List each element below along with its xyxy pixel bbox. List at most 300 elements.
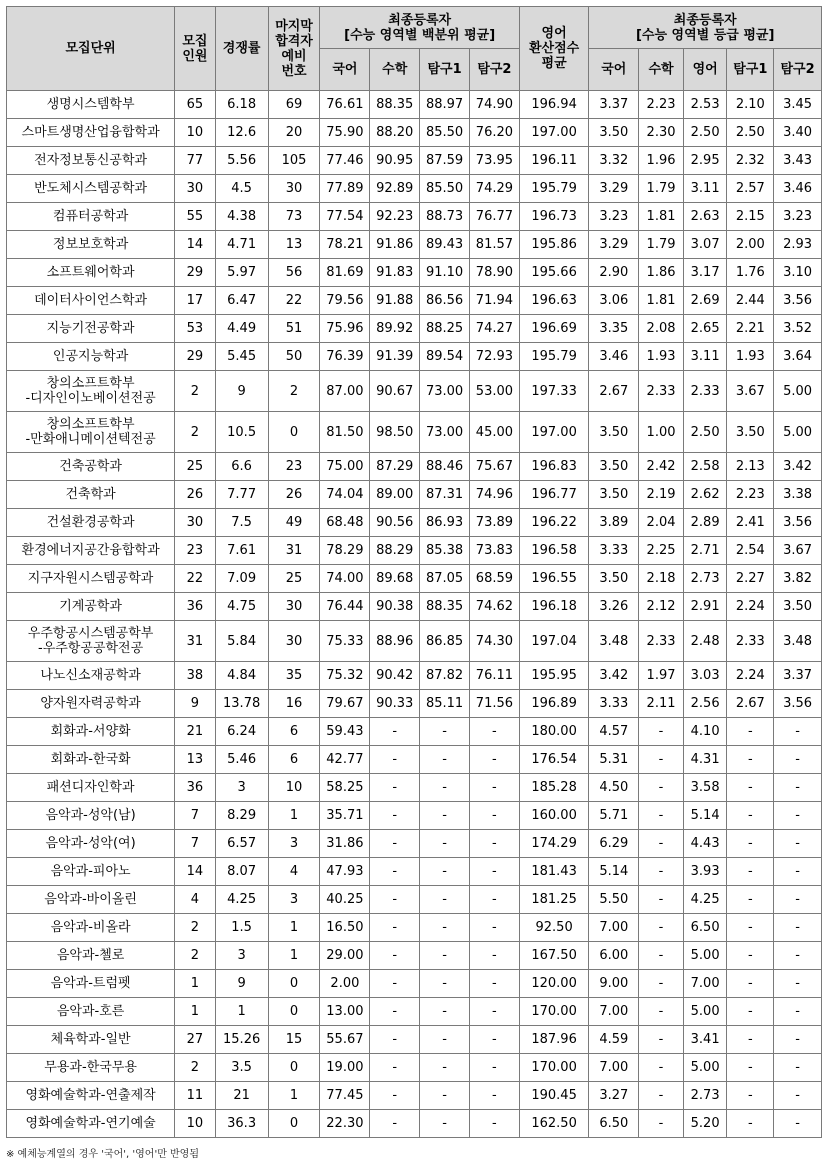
cell-pct-inquiry1: 87.05 bbox=[420, 565, 470, 593]
cell-grade-inquiry2: - bbox=[774, 1026, 822, 1054]
cell-pct-korean: 42.77 bbox=[320, 746, 370, 774]
cell-last-waitlist: 51 bbox=[268, 315, 320, 343]
header-last-waitlist bbox=[268, 7, 320, 91]
cell-last-waitlist: 10 bbox=[268, 774, 320, 802]
cell-grade-inquiry2: 3.56 bbox=[774, 509, 822, 537]
cell-english-score: 196.69 bbox=[519, 315, 589, 343]
cell-english-score: 196.18 bbox=[519, 593, 589, 621]
cell-grade-inquiry1: 1.76 bbox=[727, 259, 774, 287]
cell-quota: 7 bbox=[175, 802, 215, 830]
cell-english-score: 170.00 bbox=[519, 998, 589, 1026]
cell-pct-inquiry1: - bbox=[420, 746, 470, 774]
cell-grade-english: 2.62 bbox=[683, 481, 727, 509]
cell-pct-inquiry1: 85.50 bbox=[420, 119, 470, 147]
header-percentile-group bbox=[320, 7, 519, 49]
cell-pct-math: - bbox=[370, 942, 420, 970]
cell-english-score: 196.89 bbox=[519, 690, 589, 718]
cell-quota: 22 bbox=[175, 565, 215, 593]
cell-grade-math: 2.11 bbox=[639, 690, 684, 718]
cell-grade-korean: 3.27 bbox=[589, 1082, 639, 1110]
cell-quota: 14 bbox=[175, 231, 215, 259]
cell-pct-inquiry1: - bbox=[420, 718, 470, 746]
cell-english-score: 174.29 bbox=[519, 830, 589, 858]
header-english-score-label: 영어 환산점수 평균 bbox=[529, 26, 580, 71]
cell-pct-inquiry2: 81.57 bbox=[469, 231, 519, 259]
cell-grade-inquiry1: 2.21 bbox=[727, 315, 774, 343]
cell-pct-inquiry1: 73.00 bbox=[420, 371, 470, 412]
cell-quota: 30 bbox=[175, 175, 215, 203]
cell-grade-inquiry1: 2.24 bbox=[727, 593, 774, 621]
cell-unit: 음악과-성악(여) bbox=[7, 830, 175, 858]
cell-grade-math: - bbox=[639, 718, 684, 746]
cell-pct-inquiry1: - bbox=[420, 1082, 470, 1110]
cell-pct-math: - bbox=[370, 718, 420, 746]
cell-competition: 5.84 bbox=[215, 621, 268, 662]
cell-grade-korean: 3.33 bbox=[589, 690, 639, 718]
cell-grade-korean: 6.29 bbox=[589, 830, 639, 858]
cell-pct-math: 92.23 bbox=[370, 203, 420, 231]
cell-last-waitlist: 1 bbox=[268, 914, 320, 942]
cell-competition: 4.75 bbox=[215, 593, 268, 621]
table-row bbox=[7, 621, 822, 662]
cell-grade-english: 3.11 bbox=[683, 343, 727, 371]
cell-unit: 패션디자인학과 bbox=[7, 774, 175, 802]
cell-grade-math: 1.96 bbox=[639, 147, 684, 175]
cell-grade-math: - bbox=[639, 1110, 684, 1138]
cell-last-waitlist: 31 bbox=[268, 537, 320, 565]
cell-unit: 음악과-트럼펫 bbox=[7, 970, 175, 998]
cell-pct-math: - bbox=[370, 998, 420, 1026]
cell-pct-inquiry2: 72.93 bbox=[469, 343, 519, 371]
cell-unit: 생명시스템학부 bbox=[7, 91, 175, 119]
cell-grade-inquiry1: - bbox=[727, 1026, 774, 1054]
cell-pct-inquiry1: - bbox=[420, 1110, 470, 1138]
cell-pct-inquiry2: 76.20 bbox=[469, 119, 519, 147]
cell-grade-inquiry2: 3.38 bbox=[774, 481, 822, 509]
cell-competition: 6.24 bbox=[215, 718, 268, 746]
header-pct-inquiry1: 탐구1 bbox=[420, 49, 470, 91]
cell-grade-english: 2.58 bbox=[683, 453, 727, 481]
cell-unit: 나노신소재공학과 bbox=[7, 662, 175, 690]
cell-grade-inquiry2: - bbox=[774, 746, 822, 774]
cell-grade-math: 1.97 bbox=[639, 662, 684, 690]
cell-grade-inquiry2: 3.46 bbox=[774, 175, 822, 203]
cell-last-waitlist: 69 bbox=[268, 91, 320, 119]
cell-last-waitlist: 30 bbox=[268, 175, 320, 203]
cell-grade-inquiry1: 2.44 bbox=[727, 287, 774, 315]
cell-english-score: 196.77 bbox=[519, 481, 589, 509]
cell-grade-math: - bbox=[639, 886, 684, 914]
cell-pct-inquiry1: - bbox=[420, 914, 470, 942]
cell-last-waitlist: 105 bbox=[268, 147, 320, 175]
cell-last-waitlist: 6 bbox=[268, 746, 320, 774]
cell-grade-inquiry1: 2.57 bbox=[727, 175, 774, 203]
cell-pct-inquiry1: 86.93 bbox=[420, 509, 470, 537]
cell-grade-english: 3.58 bbox=[683, 774, 727, 802]
cell-grade-inquiry2: 3.82 bbox=[774, 565, 822, 593]
cell-last-waitlist: 56 bbox=[268, 259, 320, 287]
cell-pct-math: - bbox=[370, 746, 420, 774]
cell-pct-korean: 74.04 bbox=[320, 481, 370, 509]
cell-grade-inquiry1: - bbox=[727, 774, 774, 802]
header-competition bbox=[215, 7, 268, 91]
table-row bbox=[7, 481, 822, 509]
cell-pct-inquiry2: - bbox=[469, 998, 519, 1026]
cell-last-waitlist: 25 bbox=[268, 565, 320, 593]
cell-english-score: 195.66 bbox=[519, 259, 589, 287]
cell-pct-math: 88.20 bbox=[370, 119, 420, 147]
cell-pct-math: 90.38 bbox=[370, 593, 420, 621]
cell-grade-korean: 7.00 bbox=[589, 998, 639, 1026]
cell-grade-english: 5.00 bbox=[683, 942, 727, 970]
header-grade-group bbox=[589, 7, 822, 49]
cell-pct-inquiry2: - bbox=[469, 1026, 519, 1054]
header-english-score bbox=[519, 7, 589, 91]
cell-grade-math: 1.79 bbox=[639, 175, 684, 203]
cell-pct-math: 90.42 bbox=[370, 662, 420, 690]
cell-unit: 영화예술학과-연출제작 bbox=[7, 1082, 175, 1110]
cell-pct-korean: 75.90 bbox=[320, 119, 370, 147]
cell-grade-math: - bbox=[639, 1026, 684, 1054]
cell-last-waitlist: 15 bbox=[268, 1026, 320, 1054]
cell-english-score: 170.00 bbox=[519, 1054, 589, 1082]
cell-pct-inquiry2: - bbox=[469, 858, 519, 886]
cell-pct-korean: 87.00 bbox=[320, 371, 370, 412]
cell-unit: 데이터사이언스학과 bbox=[7, 287, 175, 315]
cell-grade-korean: 3.50 bbox=[589, 565, 639, 593]
cell-grade-math: - bbox=[639, 914, 684, 942]
cell-english-score: 195.79 bbox=[519, 343, 589, 371]
cell-grade-korean: 3.23 bbox=[589, 203, 639, 231]
cell-pct-math: 89.68 bbox=[370, 565, 420, 593]
table-row bbox=[7, 315, 822, 343]
cell-pct-inquiry1: 91.10 bbox=[420, 259, 470, 287]
cell-competition: 15.26 bbox=[215, 1026, 268, 1054]
cell-grade-math: - bbox=[639, 774, 684, 802]
cell-grade-inquiry1: - bbox=[727, 914, 774, 942]
cell-grade-korean: 3.32 bbox=[589, 147, 639, 175]
cell-grade-inquiry1: - bbox=[727, 802, 774, 830]
cell-pct-inquiry1: - bbox=[420, 998, 470, 1026]
cell-competition: 8.07 bbox=[215, 858, 268, 886]
header-grade-korean: 국어 bbox=[589, 49, 639, 91]
cell-grade-english: 5.14 bbox=[683, 802, 727, 830]
cell-grade-math: - bbox=[639, 970, 684, 998]
cell-grade-inquiry1: - bbox=[727, 1082, 774, 1110]
cell-pct-korean: 75.32 bbox=[320, 662, 370, 690]
table-row bbox=[7, 970, 822, 998]
cell-pct-korean: 22.30 bbox=[320, 1110, 370, 1138]
cell-english-score: 197.04 bbox=[519, 621, 589, 662]
cell-pct-math: 91.88 bbox=[370, 287, 420, 315]
cell-english-score: 195.86 bbox=[519, 231, 589, 259]
cell-pct-inquiry2: 74.30 bbox=[469, 621, 519, 662]
cell-pct-inquiry2: - bbox=[469, 914, 519, 942]
cell-grade-math: - bbox=[639, 830, 684, 858]
cell-grade-inquiry2: 3.64 bbox=[774, 343, 822, 371]
cell-grade-math: 2.04 bbox=[639, 509, 684, 537]
cell-pct-math: 98.50 bbox=[370, 412, 420, 453]
cell-grade-math: 1.81 bbox=[639, 203, 684, 231]
cell-competition: 9 bbox=[215, 371, 268, 412]
cell-pct-inquiry1: 87.82 bbox=[420, 662, 470, 690]
cell-pct-math: 90.56 bbox=[370, 509, 420, 537]
cell-grade-korean: 6.50 bbox=[589, 1110, 639, 1138]
header-competition-label: 경쟁률 bbox=[222, 41, 261, 56]
cell-grade-inquiry1: 2.33 bbox=[727, 621, 774, 662]
cell-last-waitlist: 50 bbox=[268, 343, 320, 371]
cell-last-waitlist: 6 bbox=[268, 718, 320, 746]
cell-unit: 기계공학과 bbox=[7, 593, 175, 621]
cell-grade-math: 2.08 bbox=[639, 315, 684, 343]
cell-grade-inquiry1: - bbox=[727, 746, 774, 774]
cell-last-waitlist: 16 bbox=[268, 690, 320, 718]
cell-pct-math: 88.96 bbox=[370, 621, 420, 662]
cell-grade-inquiry1: 2.27 bbox=[727, 565, 774, 593]
cell-grade-korean: 5.50 bbox=[589, 886, 639, 914]
table-row bbox=[7, 1082, 822, 1110]
table-body bbox=[7, 91, 822, 1138]
cell-competition: 4.84 bbox=[215, 662, 268, 690]
cell-grade-math: 1.00 bbox=[639, 412, 684, 453]
cell-grade-inquiry2: - bbox=[774, 886, 822, 914]
cell-last-waitlist: 1 bbox=[268, 942, 320, 970]
cell-english-score: 196.73 bbox=[519, 203, 589, 231]
cell-grade-korean: 5.14 bbox=[589, 858, 639, 886]
cell-grade-inquiry2: - bbox=[774, 1110, 822, 1138]
cell-last-waitlist: 23 bbox=[268, 453, 320, 481]
cell-grade-inquiry1: 1.93 bbox=[727, 343, 774, 371]
cell-pct-math: - bbox=[370, 802, 420, 830]
cell-pct-korean: 77.89 bbox=[320, 175, 370, 203]
cell-pct-inquiry2: - bbox=[469, 802, 519, 830]
cell-grade-korean: 7.00 bbox=[589, 914, 639, 942]
cell-pct-inquiry2: 73.95 bbox=[469, 147, 519, 175]
cell-pct-korean: 35.71 bbox=[320, 802, 370, 830]
cell-quota: 36 bbox=[175, 774, 215, 802]
cell-competition: 5.45 bbox=[215, 343, 268, 371]
cell-grade-math: - bbox=[639, 858, 684, 886]
header-grade-inquiry2: 탐구2 bbox=[774, 49, 822, 91]
cell-pct-inquiry1: 73.00 bbox=[420, 412, 470, 453]
cell-competition: 4.5 bbox=[215, 175, 268, 203]
cell-quota: 2 bbox=[175, 942, 215, 970]
cell-unit: 음악과-바이올린 bbox=[7, 886, 175, 914]
cell-unit: 음악과-비올라 bbox=[7, 914, 175, 942]
cell-pct-inquiry2: 76.77 bbox=[469, 203, 519, 231]
cell-pct-inquiry1: 85.50 bbox=[420, 175, 470, 203]
cell-unit: 반도체시스템공학과 bbox=[7, 175, 175, 203]
cell-pct-inquiry2: 71.56 bbox=[469, 690, 519, 718]
table-row bbox=[7, 147, 822, 175]
cell-grade-english: 6.50 bbox=[683, 914, 727, 942]
header-grade-inquiry1: 탐구1 bbox=[727, 49, 774, 91]
cell-pct-inquiry1: - bbox=[420, 942, 470, 970]
cell-grade-inquiry1: - bbox=[727, 830, 774, 858]
cell-grade-inquiry2: 5.00 bbox=[774, 371, 822, 412]
cell-pct-korean: 78.29 bbox=[320, 537, 370, 565]
cell-english-score: 195.79 bbox=[519, 175, 589, 203]
cell-competition: 5.46 bbox=[215, 746, 268, 774]
cell-grade-inquiry2: - bbox=[774, 774, 822, 802]
header-last-waitlist-label: 마지막 합격자 예비 번호 bbox=[275, 18, 313, 79]
cell-grade-english: 2.50 bbox=[683, 119, 727, 147]
cell-grade-inquiry1: 2.32 bbox=[727, 147, 774, 175]
cell-quota: 11 bbox=[175, 1082, 215, 1110]
cell-grade-korean: 4.50 bbox=[589, 774, 639, 802]
cell-unit: 음악과-성악(남) bbox=[7, 802, 175, 830]
cell-competition: 7.09 bbox=[215, 565, 268, 593]
table-row bbox=[7, 343, 822, 371]
cell-grade-english: 2.63 bbox=[683, 203, 727, 231]
cell-english-score: 196.11 bbox=[519, 147, 589, 175]
cell-grade-inquiry2: 3.37 bbox=[774, 662, 822, 690]
cell-pct-inquiry2: 74.29 bbox=[469, 175, 519, 203]
cell-pct-korean: 31.86 bbox=[320, 830, 370, 858]
cell-pct-korean: 77.45 bbox=[320, 1082, 370, 1110]
cell-pct-inquiry2: - bbox=[469, 1082, 519, 1110]
cell-quota: 2 bbox=[175, 1054, 215, 1082]
cell-grade-inquiry2: - bbox=[774, 858, 822, 886]
cell-grade-english: 4.31 bbox=[683, 746, 727, 774]
cell-competition: 21 bbox=[215, 1082, 268, 1110]
cell-english-score: 196.55 bbox=[519, 565, 589, 593]
cell-grade-english: 5.00 bbox=[683, 998, 727, 1026]
header-unit bbox=[7, 7, 175, 91]
cell-english-score: 162.50 bbox=[519, 1110, 589, 1138]
cell-grade-inquiry2: 3.48 bbox=[774, 621, 822, 662]
cell-pct-korean: 13.00 bbox=[320, 998, 370, 1026]
cell-grade-inquiry1: 2.54 bbox=[727, 537, 774, 565]
cell-pct-korean: 19.00 bbox=[320, 1054, 370, 1082]
cell-last-waitlist: 73 bbox=[268, 203, 320, 231]
cell-pct-korean: 75.00 bbox=[320, 453, 370, 481]
table-row bbox=[7, 412, 822, 453]
cell-competition: 12.6 bbox=[215, 119, 268, 147]
table-row bbox=[7, 1110, 822, 1138]
cell-quota: 27 bbox=[175, 1026, 215, 1054]
table-row bbox=[7, 1054, 822, 1082]
cell-grade-inquiry2: - bbox=[774, 802, 822, 830]
cell-pct-math: - bbox=[370, 1110, 420, 1138]
cell-grade-math: - bbox=[639, 802, 684, 830]
cell-pct-math: 91.86 bbox=[370, 231, 420, 259]
cell-pct-inquiry1: 88.97 bbox=[420, 91, 470, 119]
cell-grade-inquiry2: 3.56 bbox=[774, 690, 822, 718]
cell-pct-korean: 68.48 bbox=[320, 509, 370, 537]
cell-pct-korean: 81.50 bbox=[320, 412, 370, 453]
cell-grade-inquiry2: - bbox=[774, 914, 822, 942]
cell-grade-inquiry2: 3.40 bbox=[774, 119, 822, 147]
cell-grade-english: 2.48 bbox=[683, 621, 727, 662]
admission-results-table bbox=[6, 6, 822, 1138]
cell-quota: 25 bbox=[175, 453, 215, 481]
cell-grade-math: 2.18 bbox=[639, 565, 684, 593]
cell-quota: 65 bbox=[175, 91, 215, 119]
cell-grade-inquiry2: 3.10 bbox=[774, 259, 822, 287]
table-row bbox=[7, 690, 822, 718]
cell-pct-inquiry2: 74.96 bbox=[469, 481, 519, 509]
cell-pct-inquiry1: - bbox=[420, 858, 470, 886]
cell-grade-math: 2.12 bbox=[639, 593, 684, 621]
cell-competition: 7.77 bbox=[215, 481, 268, 509]
cell-unit: 소프트웨어학과 bbox=[7, 259, 175, 287]
cell-english-score: 197.33 bbox=[519, 371, 589, 412]
cell-competition: 6.18 bbox=[215, 91, 268, 119]
cell-pct-inquiry2: 74.62 bbox=[469, 593, 519, 621]
cell-grade-english: 3.07 bbox=[683, 231, 727, 259]
cell-quota: 2 bbox=[175, 412, 215, 453]
table-row bbox=[7, 231, 822, 259]
cell-last-waitlist: 22 bbox=[268, 287, 320, 315]
cell-pct-math: 89.00 bbox=[370, 481, 420, 509]
cell-grade-inquiry2: 3.42 bbox=[774, 453, 822, 481]
cell-pct-inquiry1: 88.46 bbox=[420, 453, 470, 481]
table-row bbox=[7, 802, 822, 830]
cell-unit: 정보보호학과 bbox=[7, 231, 175, 259]
cell-grade-inquiry1: - bbox=[727, 1110, 774, 1138]
cell-english-score: 181.43 bbox=[519, 858, 589, 886]
cell-last-waitlist: 13 bbox=[268, 231, 320, 259]
cell-last-waitlist: 0 bbox=[268, 1054, 320, 1082]
cell-pct-inquiry2: - bbox=[469, 1054, 519, 1082]
cell-pct-inquiry1: 88.73 bbox=[420, 203, 470, 231]
cell-grade-korean: 5.31 bbox=[589, 746, 639, 774]
cell-pct-korean: 77.54 bbox=[320, 203, 370, 231]
cell-grade-korean: 3.33 bbox=[589, 537, 639, 565]
cell-pct-inquiry2: - bbox=[469, 942, 519, 970]
cell-english-score: 197.00 bbox=[519, 412, 589, 453]
cell-quota: 4 bbox=[175, 886, 215, 914]
cell-pct-inquiry2: 74.27 bbox=[469, 315, 519, 343]
cell-pct-inquiry2: 73.83 bbox=[469, 537, 519, 565]
cell-pct-inquiry2: - bbox=[469, 718, 519, 746]
cell-pct-korean: 16.50 bbox=[320, 914, 370, 942]
cell-grade-korean: 4.59 bbox=[589, 1026, 639, 1054]
cell-last-waitlist: 49 bbox=[268, 509, 320, 537]
cell-grade-inquiry1: 2.00 bbox=[727, 231, 774, 259]
cell-unit: 컴퓨터공학과 bbox=[7, 203, 175, 231]
cell-quota: 1 bbox=[175, 970, 215, 998]
cell-pct-math: - bbox=[370, 830, 420, 858]
cell-grade-english: 2.91 bbox=[683, 593, 727, 621]
cell-pct-korean: 76.39 bbox=[320, 343, 370, 371]
cell-english-score: 196.22 bbox=[519, 509, 589, 537]
table-row bbox=[7, 509, 822, 537]
cell-grade-math: - bbox=[639, 746, 684, 774]
cell-grade-english: 2.71 bbox=[683, 537, 727, 565]
cell-grade-korean: 3.06 bbox=[589, 287, 639, 315]
cell-quota: 7 bbox=[175, 830, 215, 858]
cell-grade-inquiry1: - bbox=[727, 886, 774, 914]
cell-last-waitlist: 20 bbox=[268, 119, 320, 147]
cell-grade-inquiry1: 2.15 bbox=[727, 203, 774, 231]
cell-pct-inquiry1: 88.25 bbox=[420, 315, 470, 343]
cell-last-waitlist: 3 bbox=[268, 830, 320, 858]
cell-pct-korean: 47.93 bbox=[320, 858, 370, 886]
cell-quota: 55 bbox=[175, 203, 215, 231]
header-pct-math: 수학 bbox=[370, 49, 420, 91]
cell-quota: 36 bbox=[175, 593, 215, 621]
cell-grade-inquiry1: - bbox=[727, 998, 774, 1026]
cell-grade-inquiry2: 2.93 bbox=[774, 231, 822, 259]
cell-unit: 인공지능학과 bbox=[7, 343, 175, 371]
cell-quota: 1 bbox=[175, 998, 215, 1026]
cell-grade-korean: 3.50 bbox=[589, 119, 639, 147]
cell-grade-inquiry1: 2.23 bbox=[727, 481, 774, 509]
cell-last-waitlist: 1 bbox=[268, 1082, 320, 1110]
cell-grade-korean: 3.35 bbox=[589, 315, 639, 343]
